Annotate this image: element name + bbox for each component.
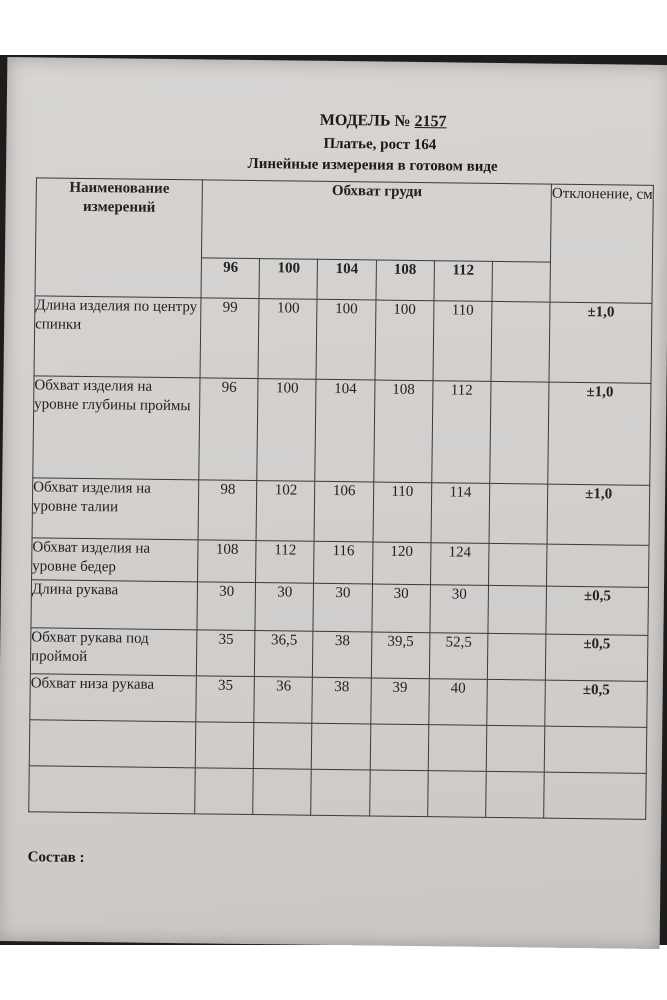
measurement-name-cell: Обхват рукава под проймой [30, 628, 197, 676]
measurement-value-cell: 120 [372, 542, 431, 585]
measurement-value-cell: 100 [257, 379, 316, 482]
measurement-value-cell: 98 [198, 480, 257, 541]
measurement-value-cell: 102 [256, 481, 315, 542]
measurement-name-cell: Длина изделия по центру спинки [34, 296, 201, 378]
measurement-value-cell: 30 [372, 584, 431, 633]
measurement-name-cell [29, 766, 196, 814]
size-header-cell: 108 [376, 260, 435, 301]
measurement-value-cell [488, 543, 547, 586]
measurement-value-cell [491, 301, 550, 382]
measurement-sheet [0, 57, 667, 949]
measurement-value-cell: 38 [312, 677, 371, 724]
measurement-value-cell: 36,5 [255, 631, 314, 678]
measurement-value-cell [428, 725, 487, 772]
model-label: МОДЕЛЬ № [319, 111, 411, 130]
measurement-value-cell: 35 [197, 630, 256, 677]
table-row [31, 580, 649, 636]
measurement-table [28, 177, 654, 820]
measurement-value-cell: 99 [200, 298, 259, 379]
deviation-cell [547, 544, 649, 587]
measurement-value-cell: 40 [429, 679, 488, 726]
model-number: 2157 [414, 112, 447, 131]
table-header-row [35, 178, 653, 264]
measurement-value-cell [312, 723, 371, 770]
measurement-name-cell: Обхват изделия на уровне глубины проймы [33, 376, 200, 480]
deviation-column-header: Отклонение, см [550, 184, 653, 303]
measurement-value-cell: 96 [199, 378, 258, 481]
model-title [52, 109, 667, 135]
measurement-value-cell [490, 381, 549, 484]
bust-group-header: Обхват груди [202, 180, 552, 262]
measurement-value-cell [253, 769, 312, 816]
table-row [30, 674, 648, 728]
size-header-cell: 96 [201, 258, 260, 299]
size-header-cell: 100 [259, 259, 318, 300]
measurement-value-cell: 38 [313, 631, 372, 678]
deviation-cell: ±1,0 [547, 484, 650, 545]
measurement-value-cell: 35 [196, 676, 255, 723]
measurement-value-cell: 110 [373, 482, 432, 543]
measurement-name-cell: Обхват низа рукава [30, 674, 197, 722]
measurement-value-cell [370, 724, 429, 771]
measurement-value-cell: 108 [373, 380, 432, 483]
measurement-value-cell [254, 723, 313, 770]
deviation-cell [544, 726, 646, 773]
measurement-value-cell: 110 [433, 301, 492, 382]
table-row [32, 478, 650, 546]
measurement-value-cell [486, 771, 545, 818]
measurement-value-cell [427, 771, 486, 818]
measurement-value-cell: 30 [313, 583, 372, 632]
table-row [29, 766, 647, 820]
deviation-cell: ±0,5 [545, 680, 647, 727]
measurement-value-cell [311, 769, 370, 816]
measurement-value-cell [195, 768, 254, 815]
measurement-value-cell [487, 679, 546, 726]
deviation-cell: ±1,0 [548, 382, 651, 485]
measurement-value-cell: 100 [316, 299, 375, 380]
table-row [34, 296, 652, 384]
size-header-cell [492, 261, 551, 302]
measurement-value-cell: 104 [315, 379, 374, 482]
measurement-value-cell: 52,5 [429, 633, 488, 680]
deviation-cell [544, 772, 646, 819]
deviation-cell: ±0,5 [546, 586, 648, 635]
measurement-name-cell [29, 720, 196, 768]
measurement-value-cell [489, 483, 548, 544]
measurement-value-cell: 106 [315, 481, 374, 542]
measurement-value-cell: 100 [258, 299, 317, 380]
measurement-value-cell [487, 633, 546, 680]
photo-background [0, 55, 667, 945]
measurement-value-cell: 108 [198, 540, 257, 583]
measurement-value-cell: 100 [375, 300, 434, 381]
measurement-value-cell: 112 [256, 541, 315, 584]
measurement-value-cell: 36 [254, 677, 313, 724]
measurement-value-cell [488, 585, 547, 634]
measurement-value-cell [369, 770, 428, 817]
measurement-value-cell [486, 725, 545, 772]
garment-subtitle: Платье, рост 164 [323, 135, 437, 154]
measurement-name-cell: Обхват изделия на уровне бедер [32, 538, 199, 582]
name-column-header: Наименование измерений [35, 178, 203, 298]
table-row [32, 538, 649, 588]
measurement-value-cell: 114 [431, 483, 490, 544]
measurement-value-cell: 39,5 [371, 632, 430, 679]
measurement-value-cell: 116 [314, 541, 373, 584]
size-header-cell: 112 [434, 261, 493, 302]
measurement-value-cell: 124 [430, 543, 489, 586]
size-header-cell: 104 [317, 259, 376, 300]
table-row [33, 376, 651, 486]
composition-label: Состав : [27, 849, 85, 866]
measurement-name-cell: Обхват изделия на уровне талии [32, 478, 199, 540]
measurement-value-cell [195, 722, 254, 769]
deviation-cell: ±0,5 [546, 634, 648, 681]
measurement-value-cell: 30 [430, 585, 489, 634]
measurement-name-cell: Длина рукава [31, 580, 198, 630]
measurement-value-cell: 30 [255, 583, 314, 632]
table-row [29, 720, 647, 774]
measurement-value-cell: 30 [197, 582, 256, 631]
deviation-cell: ±1,0 [549, 302, 652, 383]
table-row [30, 628, 648, 682]
measurement-value-cell: 39 [370, 678, 429, 725]
sheet-description: Линейные измерения в готовом виде [247, 155, 498, 175]
measurement-value-cell: 112 [432, 381, 491, 484]
